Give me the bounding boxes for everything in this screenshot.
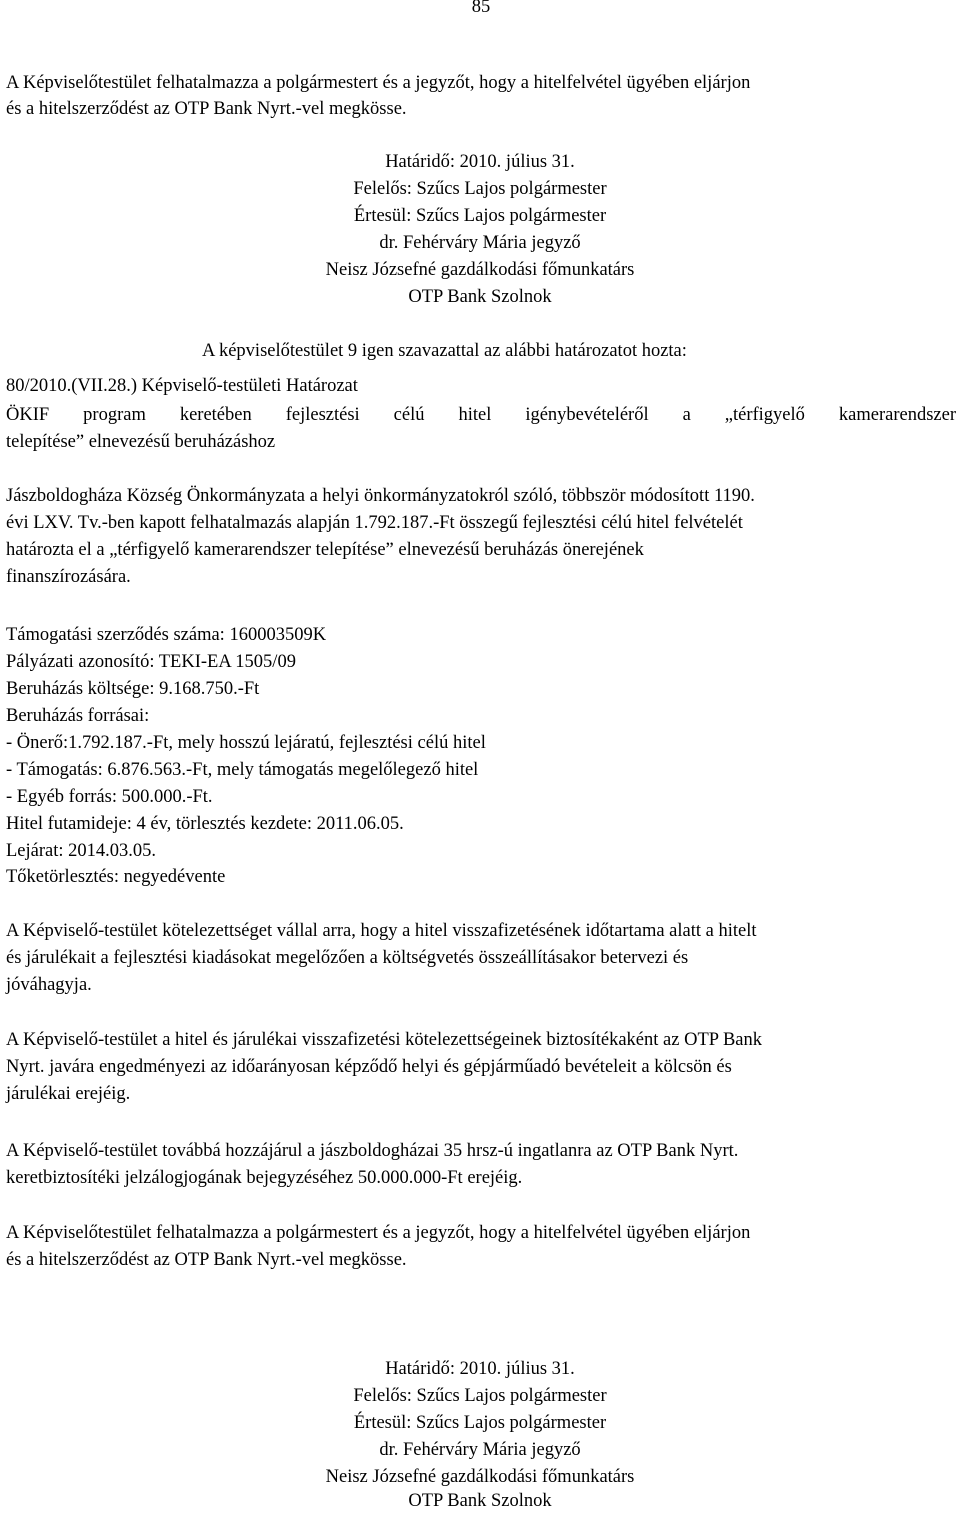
body-line: Jászboldogháza Község Önkormányzata a helyi önkormányzatokról szóló, többször módosított 1190. xyxy=(6,486,755,506)
notified-line: Neisz Józsefné gazdálkodási főmunkatárs xyxy=(325,1467,635,1487)
paragraph-line: A Képviselő-testület továbbá hozzájárul a jászboldogházai 35 hrsz-ú ingatlanra az OTP Bank Nyrt. xyxy=(6,1141,739,1161)
detail-line: Pályázati azonosító: TEKI-EA 1505/09 xyxy=(6,652,296,672)
detail-line: - Önerő:1.792.187.-Ft, mely hosszú lejáratú, fejlesztési célú hitel xyxy=(6,733,486,753)
body-line: évi LXV. Tv.-ben kapott felhatalmazás alapján 1.792.187.-Ft összegű fejlesztési célú hitel felvételét xyxy=(6,513,743,533)
notified-line: Értesül: Szűcs Lajos polgármester xyxy=(353,1413,607,1433)
paragraph-line: keretbiztosítéki jelzálogjogának bejegyzéséhez 50.000.000-Ft erejéig. xyxy=(6,1168,523,1188)
resolution-title: 80/2010.(VII.28.) Képviselő-testületi Határozat xyxy=(6,376,358,396)
page-number: 85 xyxy=(471,0,491,17)
paragraph-line: A Képviselőtestület felhatalmazza a polgármestert és a jegyzőt, hogy a hitelfelvétel ügyében eljárjon xyxy=(6,73,751,93)
notified-line: Értesül: Szűcs Lajos polgármester xyxy=(353,206,607,226)
notified-line: dr. Fehérváry Mária jegyző xyxy=(379,233,581,253)
detail-line: Beruházás költsége: 9.168.750.-Ft xyxy=(6,679,260,699)
paragraph-line: járulékai erejéig. xyxy=(6,1084,131,1104)
paragraph-line: A Képviselő-testület kötelezettséget vállal arra, hogy a hitel visszafizetésének időtartama alatt a hitelt xyxy=(6,921,757,941)
paragraph-line: és a hitelszerződést az OTP Bank Nyrt.-vel megkösse. xyxy=(6,1250,407,1270)
detail-line: Beruházás forrásai: xyxy=(6,706,150,726)
notified-line: OTP Bank Szolnok xyxy=(408,287,552,307)
body-line: finanszírozására. xyxy=(6,567,131,587)
detail-line: - Egyéb forrás: 500.000.-Ft. xyxy=(6,787,213,807)
detail-line: Tőketörlesztés: negyedévente xyxy=(6,867,226,887)
detail-line: Támogatási szerződés száma: 160003509K xyxy=(6,625,327,645)
resolution-subject: ÖKIF program keretében fejlesztési célú hitel igénybevételéről a „térfigyelő kamerarendszer xyxy=(6,405,956,425)
paragraph-line: és járulékait a fejlesztési kiadásokat megelőzően a költségvetés összeállításakor betervezi és xyxy=(6,948,689,968)
notified-line: dr. Fehérváry Mária jegyző xyxy=(379,1440,581,1460)
paragraph-line: A Képviselőtestület felhatalmazza a polgármestert és a jegyzőt, hogy a hitelfelvétel ügyében eljárjon xyxy=(6,1223,751,1243)
detail-line: Lejárat: 2014.03.05. xyxy=(6,841,157,861)
deadline-line: Határidő: 2010. július 31. xyxy=(385,1359,575,1379)
deadline-line: Határidő: 2010. július 31. xyxy=(385,152,575,172)
paragraph-line: jóváhagyja. xyxy=(6,975,92,995)
detail-line: Hitel futamideje: 4 év, törlesztés kezdete: 2011.06.05. xyxy=(6,814,404,834)
notified-line: OTP Bank Szolnok xyxy=(408,1491,552,1511)
detail-line: - Támogatás: 6.876.563.-Ft, mely támogatás megelőlegező hitel xyxy=(6,760,479,780)
paragraph-line: és a hitelszerződést az OTP Bank Nyrt.-vel megkösse. xyxy=(6,99,407,119)
responsible-line: Felelős: Szűcs Lajos polgármester xyxy=(353,1386,607,1406)
body-line: határozta el a „térfigyelő kamerarendszer telepítése” elnevezésű beruházás önerejének xyxy=(6,540,644,560)
notified-line: Neisz Józsefné gazdálkodási főmunkatárs xyxy=(325,260,635,280)
resolution-subject: telepítése” elnevezésű beruházáshoz xyxy=(6,432,276,452)
paragraph-line: Nyrt. javára engedményezi az időarányosan képződő helyi és gépjárműadó bevételeit a kölcsön és xyxy=(6,1057,732,1077)
paragraph-line: A Képviselő-testület a hitel és járulékai visszafizetési kötelezettségeinek biztosítékaként az OTP Bank xyxy=(6,1030,763,1050)
responsible-line: Felelős: Szűcs Lajos polgármester xyxy=(353,179,607,199)
vote-line: A képviselőtestület 9 igen szavazattal az alábbi határozatot hozta: xyxy=(202,341,687,361)
